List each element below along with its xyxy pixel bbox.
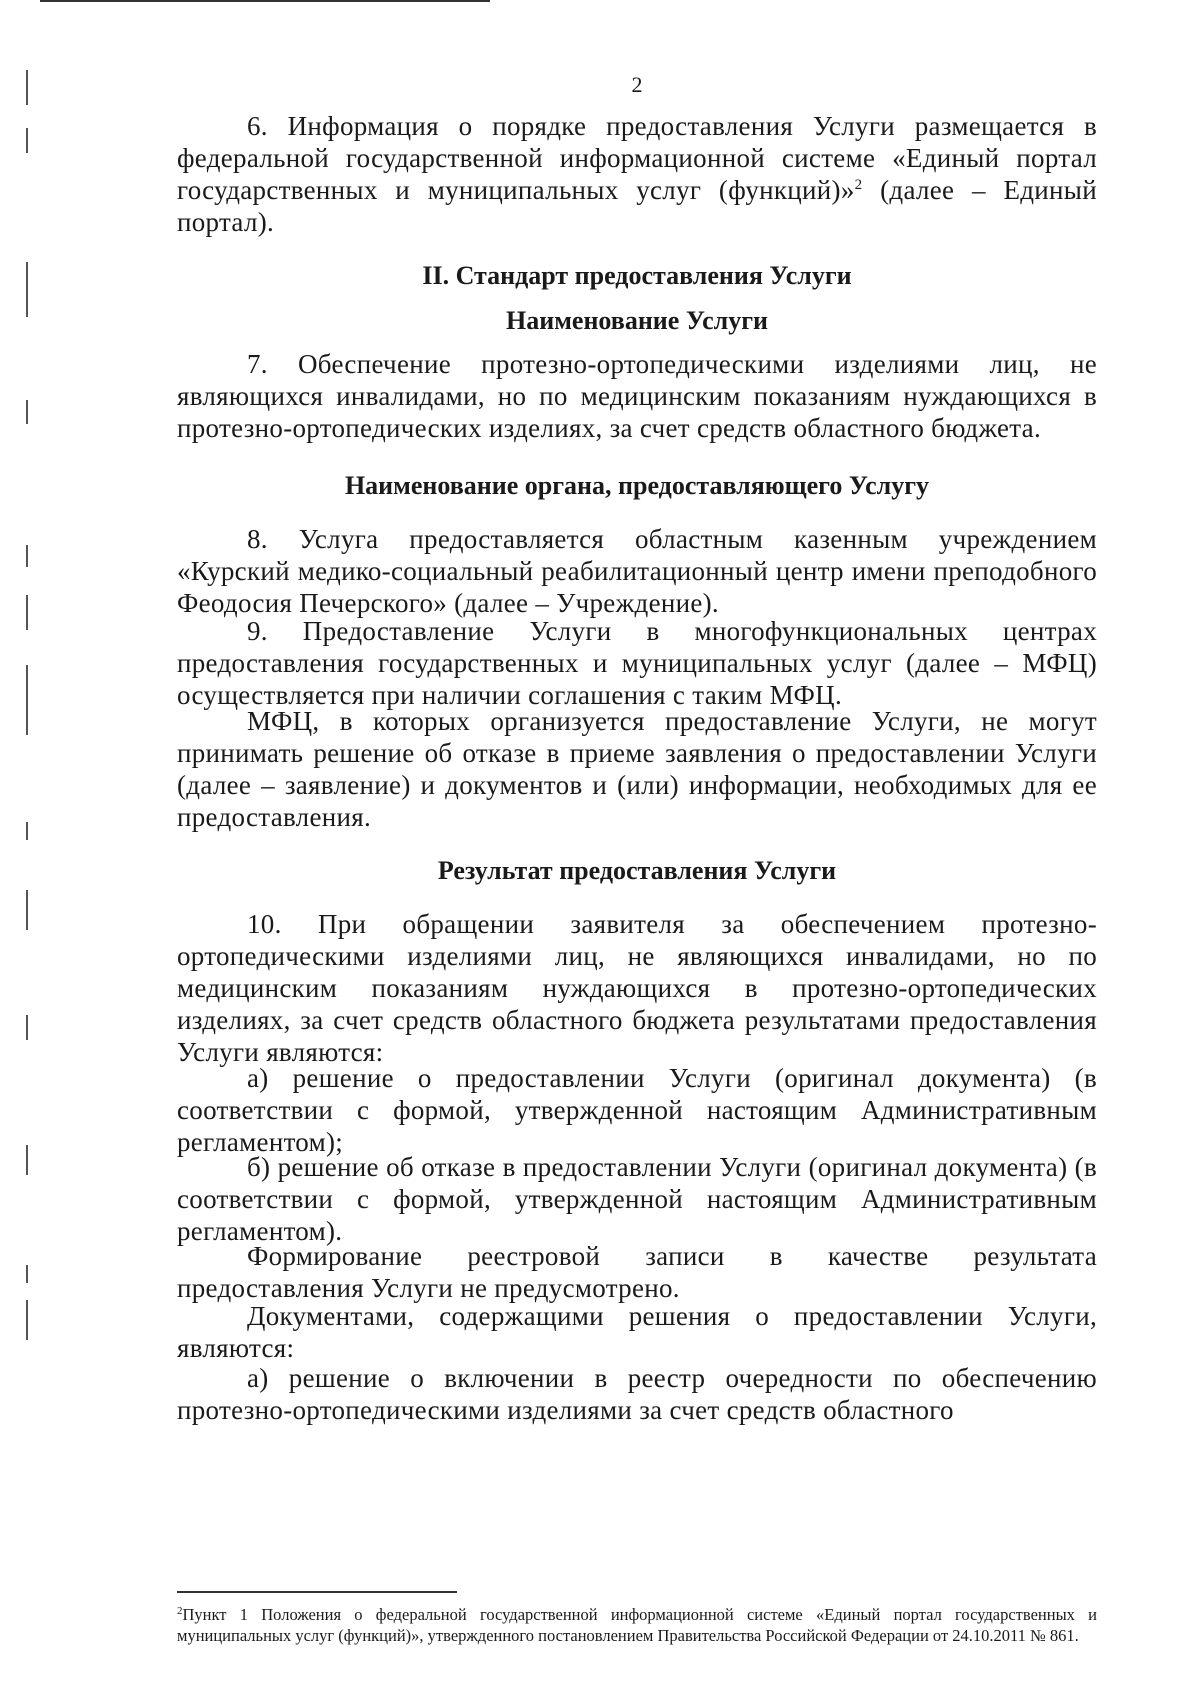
- paragraph-8: 8. Услуга предоставляется областным казенным учреждением «Курский медико-социальный реабилитационный центр имени преподобного Феодосия Печерского» (далее – Учреждение).: [177, 524, 1097, 618]
- footnote-text: Пункт 1 Положения о федеральной государственной информационной системе «Единый портал государственных и муниципальных услуг (функций)», утвержденного постановлением Правительства Российской Федерации от 24.10.2011 № 861.: [177, 1605, 1097, 1645]
- scan-margin-mark: [26, 262, 28, 317]
- scan-margin-mark: [26, 70, 28, 105]
- subheading-service-result: Результат предоставления Услуги: [437, 856, 837, 885]
- footnote-separator: [177, 1591, 457, 1593]
- paragraph-10-b: б) решение об отказе в предоставлении Услуги (оригинал документа) (в соответствии с формой, утвержденной настоящим Административным регламентом).: [177, 1152, 1097, 1246]
- paragraph-10-a: а) решение о предоставлении Услуги (оригинал документа) (в соответствии с формой, утвержденной настоящим Административным регламентом);: [177, 1063, 1097, 1157]
- footnote-number: 2: [177, 1605, 183, 1617]
- paragraph-10-e: а) решение о включении в реестр очередности по обеспечению протезно-ортопедическими изделиями за счет средств областного: [177, 1363, 1097, 1425]
- paragraph-6: [177, 110, 1097, 238]
- scan-margin-mark: [26, 890, 28, 930]
- paragraph-7: 7. Обеспечение протезно-ортопедическими изделиями лиц, не являющихся инвалидами, но по медицинским показаниям нуждающихся в протезно-ортопедических изделиях, за счет средств областного бюджета.: [177, 349, 1097, 443]
- scan-margin-mark: [26, 545, 28, 567]
- paragraph-9-continued: МФЦ, в которых организуется предоставление Услуги, не могут принимать решение об отказе в приеме заявления о предоставлении Услуги (далее – заявление) и документов и (или) информации, необходимых для ее предоставления.: [177, 706, 1097, 832]
- scan-margin-mark: [26, 1015, 28, 1040]
- paragraph-6-tail: (далее – Единый портал).: [177, 175, 1097, 237]
- scan-top-rule: [40, 0, 490, 2]
- scan-margin-mark: [26, 128, 28, 153]
- scan-margin-mark: [26, 822, 28, 840]
- paragraph-9: 9. Предоставление Услуги в многофункциональных центрах предоставления государственных и муниципальных услуг (далее – МФЦ) осуществляется при наличии соглашения с таким МФЦ.: [177, 616, 1097, 710]
- page-number: 2: [631, 72, 643, 97]
- footnote-reference: 2: [854, 177, 863, 193]
- scan-margin-mark: [26, 1265, 28, 1283]
- section-heading-standard: II. Стандарт предоставления Услуги: [422, 261, 852, 290]
- paragraph-10-d: Документами, содержащими решения о предоставлении Услуги, являются:: [177, 1301, 1097, 1363]
- scan-margin-mark: [26, 595, 28, 630]
- subheading-provider-organ: Наименование органа, предоставляющего Услугу: [344, 471, 930, 500]
- footnote: [177, 1604, 1097, 1646]
- paragraph-6-text: 6. Информация о порядке предоставления Услуги размещается в федеральной государственной информационной системе «Единый портал государственных и муниципальных услуг (функций)»: [177, 111, 1097, 205]
- scan-margin-mark: [26, 665, 28, 735]
- paragraph-10: 10. При обращении заявителя за обеспечением протезно-ортопедическими изделиями лиц, не являющихся инвалидами, но по медицинским показаниям нуждающихся в протезно-ортопедических изделиях, за счет средств областного бюджета результатами предоставления Услуги являются:: [177, 909, 1097, 1067]
- scan-margin-mark: [26, 1300, 28, 1340]
- scan-margin-mark: [26, 1145, 28, 1175]
- subheading-service-name: Наименование Услуги: [505, 306, 769, 335]
- scan-margin-mark: [26, 400, 28, 424]
- paragraph-10-c: Формирование реестровой записи в качестве результата предоставления Услуги не предусмотрено.: [177, 1241, 1097, 1303]
